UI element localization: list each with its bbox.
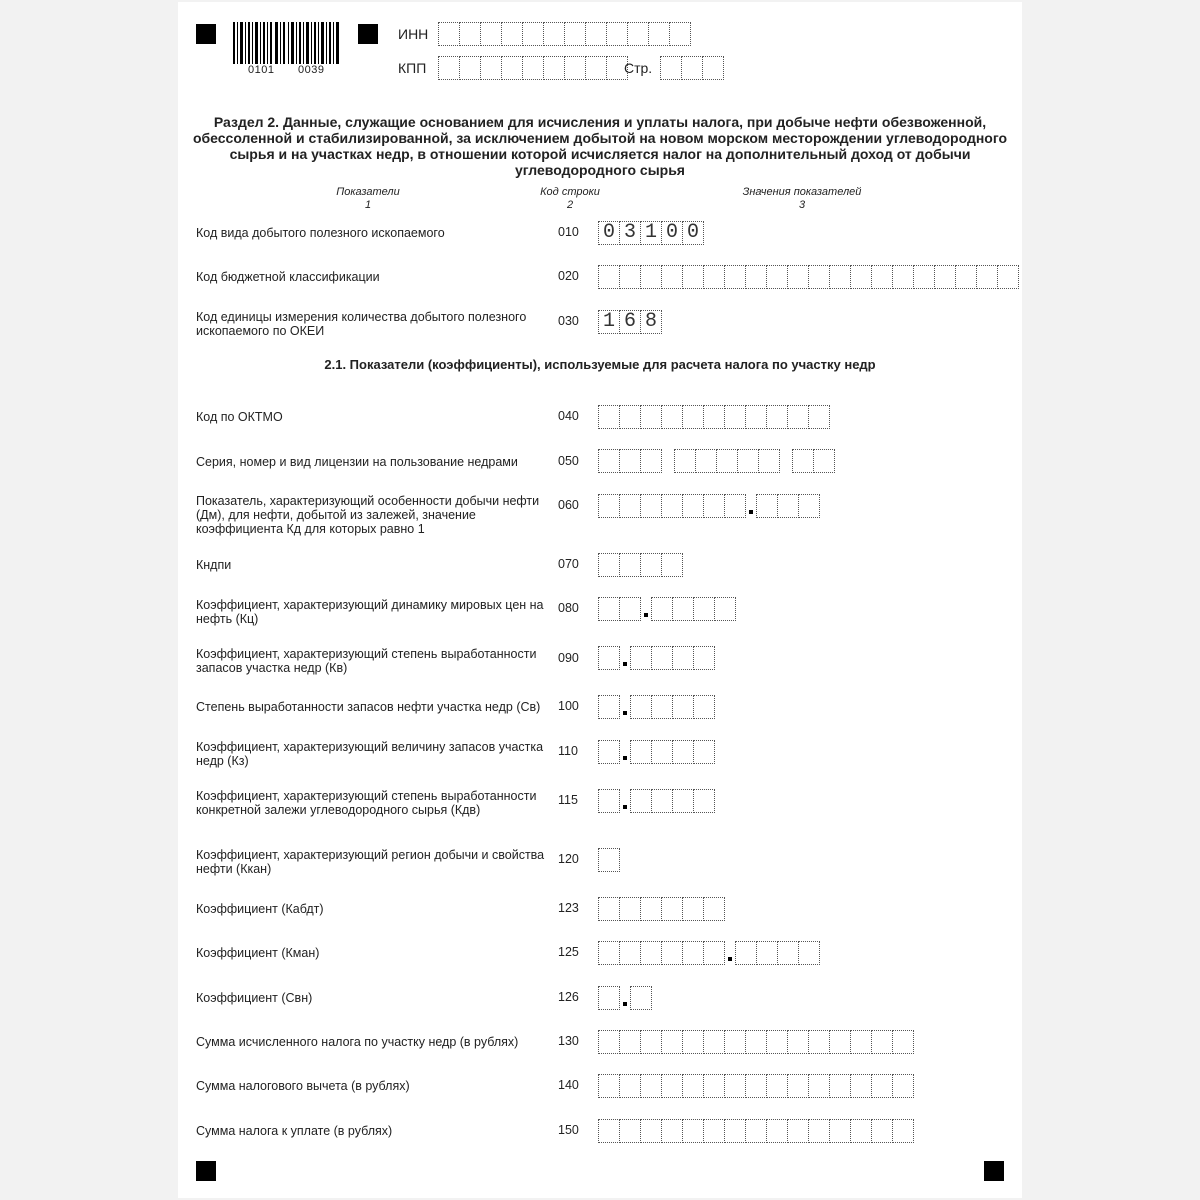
input-cell[interactable] bbox=[598, 597, 620, 621]
input-cell[interactable] bbox=[851, 1119, 872, 1143]
row-code-090: 090 bbox=[558, 651, 579, 665]
input-cell[interactable] bbox=[628, 22, 649, 46]
input-cell[interactable] bbox=[662, 405, 683, 429]
input-cell[interactable] bbox=[746, 1074, 767, 1098]
barcode-number-right: 0039 bbox=[298, 64, 325, 76]
okei-unit-code-field[interactable] bbox=[598, 310, 662, 334]
input-cell[interactable] bbox=[544, 56, 565, 80]
row-code-126: 126 bbox=[558, 990, 579, 1004]
input-cell[interactable] bbox=[767, 1074, 788, 1098]
input-cell[interactable] bbox=[725, 405, 746, 429]
row-label-040: Код по ОКТМО bbox=[196, 410, 283, 424]
input-cell[interactable] bbox=[586, 56, 607, 80]
kv-coefficient-field[interactable] bbox=[598, 646, 715, 670]
input-cell[interactable] bbox=[641, 941, 662, 965]
input-cell[interactable] bbox=[662, 265, 683, 289]
row-label-130: Сумма исчисленного налога по участку недр (в рублях) bbox=[196, 1035, 519, 1049]
input-cell[interactable] bbox=[757, 941, 778, 965]
input-cell[interactable] bbox=[725, 1119, 746, 1143]
subsection-title: 2.1. Показатели (коэффициенты), используемые для расчета налога по участку недр bbox=[324, 357, 876, 372]
input-cell[interactable] bbox=[460, 56, 481, 80]
row-label-120: Коэффициент, характеризующий регион добычи и свойства нефти (Ккан) bbox=[196, 848, 545, 876]
input-cell[interactable] bbox=[620, 941, 641, 965]
calculated-tax-field[interactable] bbox=[598, 1030, 914, 1054]
input-cell[interactable] bbox=[620, 449, 641, 473]
input-cell[interactable] bbox=[630, 986, 652, 1010]
kc-coefficient-field[interactable] bbox=[598, 597, 736, 621]
input-cell[interactable] bbox=[956, 265, 977, 289]
input-cell[interactable] bbox=[598, 449, 620, 473]
input-cell[interactable] bbox=[641, 449, 662, 473]
budget-classification-code-field[interactable] bbox=[598, 265, 1019, 289]
registration-marker-bottom-left bbox=[196, 1161, 216, 1181]
input-cell[interactable] bbox=[704, 941, 725, 965]
input-cell[interactable] bbox=[735, 941, 757, 965]
input-cell[interactable] bbox=[598, 1030, 620, 1054]
input-cell[interactable] bbox=[673, 789, 694, 813]
input-cell[interactable] bbox=[830, 265, 851, 289]
input-cell[interactable] bbox=[872, 1119, 893, 1143]
row-code-115: 115 bbox=[558, 793, 578, 807]
input-cell[interactable] bbox=[893, 1119, 914, 1143]
dm-indicator-field[interactable] bbox=[598, 494, 820, 518]
kpp-label: КПП bbox=[398, 60, 427, 76]
input-cell[interactable] bbox=[683, 1030, 704, 1054]
input-cell[interactable] bbox=[851, 265, 872, 289]
input-cell[interactable] bbox=[620, 405, 641, 429]
input-cell[interactable] bbox=[998, 265, 1019, 289]
input-cell[interactable] bbox=[598, 646, 620, 670]
decimal-point bbox=[641, 597, 651, 619]
input-cell[interactable] bbox=[893, 265, 914, 289]
input-cell[interactable] bbox=[759, 449, 780, 473]
barcode bbox=[233, 22, 341, 64]
input-cell[interactable] bbox=[809, 1030, 830, 1054]
input-cell[interactable] bbox=[683, 494, 704, 518]
row-code-100: 100 bbox=[558, 699, 579, 713]
input-cell[interactable] bbox=[935, 265, 956, 289]
input-cell[interactable] bbox=[683, 1119, 704, 1143]
decimal-point bbox=[620, 986, 630, 1008]
input-cell[interactable] bbox=[799, 494, 820, 518]
decimal-point bbox=[725, 941, 735, 963]
input-cell[interactable]: 0 bbox=[598, 221, 620, 245]
row-code-120: 120 bbox=[558, 852, 579, 866]
input-cell[interactable] bbox=[830, 1119, 851, 1143]
input-cell[interactable] bbox=[565, 22, 586, 46]
barcode-number-left: 0101 bbox=[248, 64, 275, 76]
input-cell[interactable] bbox=[809, 1119, 830, 1143]
input-cell[interactable] bbox=[438, 22, 460, 46]
input-cell[interactable] bbox=[788, 1074, 809, 1098]
input-cell[interactable] bbox=[704, 405, 725, 429]
input-cell[interactable] bbox=[704, 1030, 725, 1054]
row-code-110: 110 bbox=[558, 744, 578, 758]
input-cell[interactable] bbox=[738, 449, 759, 473]
tax-payable-field[interactable] bbox=[598, 1119, 914, 1143]
input-cell[interactable] bbox=[460, 22, 481, 46]
input-cell[interactable] bbox=[778, 941, 799, 965]
row-label-100: Степень выработанности запасов нефти участка недр (Св) bbox=[196, 700, 541, 714]
input-cell[interactable] bbox=[662, 1119, 683, 1143]
input-cell[interactable] bbox=[683, 897, 704, 921]
input-cell[interactable] bbox=[662, 553, 683, 577]
row-code-150: 150 bbox=[558, 1123, 579, 1137]
input-cell[interactable] bbox=[809, 265, 830, 289]
input-cell[interactable] bbox=[673, 646, 694, 670]
input-cell[interactable] bbox=[746, 405, 767, 429]
input-cell[interactable] bbox=[620, 1074, 641, 1098]
row-label-050: Серия, номер и вид лицензии на пользование недрами bbox=[196, 455, 518, 469]
input-cell[interactable] bbox=[620, 1119, 641, 1143]
registration-marker-top-left bbox=[196, 24, 216, 44]
row-label-030: Код единицы измерения количества добытого полезного ископаемого по ОКЕИ bbox=[196, 310, 527, 338]
kndpi-field[interactable] bbox=[598, 553, 683, 577]
input-cell[interactable] bbox=[598, 695, 620, 719]
input-cell[interactable] bbox=[598, 986, 620, 1010]
input-cell[interactable] bbox=[872, 1074, 893, 1098]
row-code-125: 125 bbox=[558, 945, 579, 959]
row-label-115: Коэффициент, характеризующий степень выработанности конкретной залежи углеводородного сырья (Кдв) bbox=[196, 789, 537, 817]
row-code-123: 123 bbox=[558, 901, 579, 915]
column-header-values: Значения показателей 3 bbox=[742, 186, 862, 211]
input-cell[interactable] bbox=[799, 941, 820, 965]
input-cell[interactable] bbox=[872, 1030, 893, 1054]
input-cell[interactable]: 3 bbox=[620, 221, 641, 245]
input-cell[interactable] bbox=[607, 22, 628, 46]
registration-marker-bottom-right bbox=[984, 1161, 1004, 1181]
row-label-070: Кндпи bbox=[196, 558, 232, 572]
decimal-point bbox=[620, 740, 630, 762]
input-cell[interactable] bbox=[662, 494, 683, 518]
input-cell[interactable] bbox=[598, 740, 620, 764]
input-cell[interactable] bbox=[788, 265, 809, 289]
row-label-126: Коэффициент (Свн) bbox=[196, 991, 313, 1005]
row-code-130: 130 bbox=[558, 1034, 579, 1048]
input-cell[interactable] bbox=[502, 56, 523, 80]
input-cell[interactable] bbox=[673, 597, 694, 621]
input-cell[interactable]: 0 bbox=[683, 221, 704, 245]
input-cell[interactable] bbox=[662, 1074, 683, 1098]
input-cell[interactable] bbox=[652, 695, 673, 719]
input-cell[interactable] bbox=[662, 897, 683, 921]
input-cell[interactable] bbox=[620, 1030, 641, 1054]
input-cell[interactable] bbox=[725, 494, 746, 518]
input-cell[interactable] bbox=[893, 1074, 914, 1098]
input-cell[interactable] bbox=[767, 405, 788, 429]
input-cell[interactable] bbox=[641, 1074, 662, 1098]
input-cell[interactable] bbox=[694, 695, 715, 719]
row-code-060: 060 bbox=[558, 498, 579, 512]
input-cell[interactable] bbox=[641, 553, 662, 577]
decimal-point bbox=[746, 494, 756, 516]
input-cell[interactable] bbox=[725, 265, 746, 289]
input-cell[interactable] bbox=[652, 740, 673, 764]
input-cell[interactable] bbox=[620, 897, 641, 921]
input-cell[interactable] bbox=[767, 265, 788, 289]
input-cell[interactable] bbox=[598, 897, 620, 921]
input-cell[interactable] bbox=[683, 405, 704, 429]
row-label-140: Сумма налогового вычета (в рублях) bbox=[196, 1079, 410, 1093]
input-cell[interactable] bbox=[830, 1030, 851, 1054]
page-label: Стр. bbox=[624, 60, 653, 76]
row-code-070: 070 bbox=[558, 557, 579, 571]
row-code-020: 020 bbox=[558, 269, 579, 283]
input-cell[interactable]: 8 bbox=[641, 310, 662, 334]
input-cell[interactable] bbox=[670, 22, 691, 46]
input-cell[interactable] bbox=[977, 265, 998, 289]
row-label-010: Код вида добытого полезного ископаемого bbox=[196, 226, 445, 240]
input-cell[interactable] bbox=[620, 494, 641, 518]
input-cell[interactable] bbox=[598, 265, 620, 289]
row-label-080: Коэффициент, характеризующий динамику мировых цен на нефть (Кц) bbox=[196, 598, 544, 626]
input-cell[interactable] bbox=[683, 941, 704, 965]
section-title: Раздел 2. Данные, служащие основанием для исчисления и уплаты налога, при добыче нефти обезвоженной, обессоленной и стабилизированной, за исключением добытой на новом морском месторождении углеводородного сырья и на участках недр, в отношении которой исчисляется налог на дополнительный доход от добычи углеводородного сырья bbox=[192, 114, 1008, 178]
row-label-110: Коэффициент, характеризующий величину запасов участка недр (Кз) bbox=[196, 740, 544, 768]
input-cell[interactable] bbox=[704, 265, 725, 289]
input-cell[interactable] bbox=[641, 1030, 662, 1054]
mineral-type-code-field[interactable] bbox=[598, 221, 704, 245]
row-code-050: 050 bbox=[558, 454, 579, 468]
registration-marker-top-right bbox=[358, 24, 378, 44]
input-cell[interactable] bbox=[641, 494, 662, 518]
input-cell[interactable] bbox=[502, 22, 523, 46]
row-code-040: 040 bbox=[558, 409, 579, 423]
decimal-point bbox=[620, 646, 630, 668]
input-cell[interactable] bbox=[788, 405, 809, 429]
row-label-150: Сумма налога к уплате (в рублях) bbox=[196, 1124, 393, 1138]
input-cell[interactable]: 6 bbox=[620, 310, 641, 334]
input-cell[interactable] bbox=[704, 1074, 725, 1098]
column-header-line-code: Код строки 2 bbox=[540, 186, 600, 211]
input-cell[interactable] bbox=[481, 22, 502, 46]
input-cell[interactable] bbox=[544, 22, 565, 46]
input-cell[interactable]: 1 bbox=[598, 310, 620, 334]
input-cell[interactable] bbox=[641, 405, 662, 429]
input-cell[interactable]: 0 bbox=[662, 221, 683, 245]
input-cell[interactable] bbox=[565, 56, 586, 80]
input-cell[interactable] bbox=[673, 695, 694, 719]
input-cell[interactable] bbox=[767, 1119, 788, 1143]
input-cell[interactable] bbox=[598, 941, 620, 965]
input-cell[interactable] bbox=[651, 597, 673, 621]
input-cell[interactable] bbox=[696, 449, 717, 473]
input-cell[interactable] bbox=[652, 646, 673, 670]
input-cell[interactable] bbox=[620, 597, 641, 621]
input-cell[interactable] bbox=[715, 597, 736, 621]
kz-coefficient-field[interactable] bbox=[598, 740, 715, 764]
decimal-point bbox=[620, 695, 630, 717]
tax-deduction-field[interactable] bbox=[598, 1074, 914, 1098]
input-cell[interactable] bbox=[683, 1074, 704, 1098]
row-code-030: 030 bbox=[558, 314, 579, 328]
svn-coefficient-field[interactable] bbox=[598, 986, 652, 1010]
row-label-125: Коэффициент (Кман) bbox=[196, 946, 320, 960]
inn-label: ИНН bbox=[398, 26, 429, 42]
row-label-020: Код бюджетной классификации bbox=[196, 270, 380, 284]
input-cell[interactable] bbox=[598, 789, 620, 813]
input-cell[interactable] bbox=[662, 941, 683, 965]
input-cell[interactable] bbox=[674, 449, 696, 473]
input-cell[interactable] bbox=[586, 22, 607, 46]
row-code-140: 140 bbox=[558, 1078, 579, 1092]
input-cell[interactable] bbox=[746, 265, 767, 289]
input-cell[interactable] bbox=[598, 494, 620, 518]
input-cell[interactable] bbox=[767, 1030, 788, 1054]
input-cell[interactable] bbox=[914, 265, 935, 289]
input-cell[interactable] bbox=[620, 265, 641, 289]
input-cell[interactable] bbox=[704, 1119, 725, 1143]
input-cell[interactable] bbox=[746, 1119, 767, 1143]
row-label-123: Коэффициент (Кабдт) bbox=[196, 902, 324, 916]
input-cell[interactable] bbox=[523, 22, 544, 46]
input-cell[interactable] bbox=[673, 740, 694, 764]
input-cell[interactable] bbox=[630, 695, 652, 719]
decimal-point bbox=[620, 789, 630, 811]
input-cell[interactable] bbox=[620, 553, 641, 577]
input-cell[interactable] bbox=[598, 553, 620, 577]
input-cell[interactable] bbox=[830, 1074, 851, 1098]
input-cell[interactable] bbox=[694, 597, 715, 621]
input-cell[interactable] bbox=[788, 1030, 809, 1054]
row-code-010: 010 bbox=[558, 225, 579, 239]
input-cell[interactable] bbox=[598, 405, 620, 429]
input-cell[interactable] bbox=[649, 22, 670, 46]
kdv-coefficient-field[interactable] bbox=[598, 789, 715, 813]
inn-field[interactable] bbox=[438, 22, 691, 46]
kkan-coefficient-field[interactable] bbox=[598, 848, 620, 872]
input-cell[interactable]: 1 bbox=[641, 221, 662, 245]
sv-depletion-field[interactable] bbox=[598, 695, 715, 719]
row-code-080: 080 bbox=[558, 601, 579, 615]
input-cell[interactable] bbox=[660, 56, 682, 80]
input-cell[interactable] bbox=[809, 1074, 830, 1098]
input-cell[interactable] bbox=[703, 56, 724, 80]
input-cell[interactable] bbox=[652, 789, 673, 813]
column-header-indicators: Показатели 1 bbox=[336, 186, 400, 211]
input-cell[interactable] bbox=[778, 494, 799, 518]
input-cell[interactable] bbox=[641, 897, 662, 921]
input-cell[interactable] bbox=[630, 740, 652, 764]
input-cell[interactable] bbox=[792, 449, 814, 473]
page-number-field[interactable] bbox=[660, 56, 724, 80]
kman-coefficient-field[interactable] bbox=[598, 941, 820, 965]
input-cell[interactable] bbox=[438, 56, 460, 80]
input-cell[interactable] bbox=[630, 646, 652, 670]
input-cell[interactable] bbox=[598, 848, 620, 872]
kpp-field[interactable] bbox=[438, 56, 628, 80]
input-cell[interactable] bbox=[641, 1119, 662, 1143]
input-cell[interactable] bbox=[641, 265, 662, 289]
input-cell[interactable] bbox=[725, 1030, 746, 1054]
input-cell[interactable] bbox=[598, 1074, 620, 1098]
row-label-060: Показатель, характеризующий особенности добычи нефти (Дм), для нефти, добытой из залежей, значение коэффициента Кд для которых равно 1 bbox=[196, 494, 540, 536]
input-cell[interactable] bbox=[598, 1119, 620, 1143]
input-cell[interactable] bbox=[704, 897, 725, 921]
input-cell[interactable] bbox=[694, 789, 715, 813]
input-cell[interactable] bbox=[893, 1030, 914, 1054]
input-cell[interactable] bbox=[694, 646, 715, 670]
input-cell[interactable] bbox=[694, 740, 715, 764]
row-label-090: Коэффициент, характеризующий степень выработанности запасов участка недр (Кв) bbox=[196, 647, 537, 675]
input-cell[interactable] bbox=[851, 1074, 872, 1098]
input-cell[interactable] bbox=[481, 56, 502, 80]
input-cell[interactable] bbox=[717, 449, 738, 473]
input-cell[interactable] bbox=[814, 449, 835, 473]
kabdt-coefficient-field[interactable] bbox=[598, 897, 725, 921]
input-cell[interactable] bbox=[683, 265, 704, 289]
input-cell[interactable] bbox=[523, 56, 544, 80]
input-cell[interactable] bbox=[630, 789, 652, 813]
input-cell[interactable] bbox=[788, 1119, 809, 1143]
input-cell[interactable] bbox=[704, 494, 725, 518]
input-cell[interactable] bbox=[809, 405, 830, 429]
input-cell[interactable] bbox=[872, 265, 893, 289]
input-cell[interactable] bbox=[682, 56, 703, 80]
input-cell[interactable] bbox=[662, 1030, 683, 1054]
input-cell[interactable] bbox=[725, 1074, 746, 1098]
oktmo-code-field[interactable] bbox=[598, 405, 830, 429]
input-cell[interactable] bbox=[746, 1030, 767, 1054]
input-cell[interactable] bbox=[756, 494, 778, 518]
license-field[interactable] bbox=[598, 449, 835, 473]
input-cell[interactable] bbox=[851, 1030, 872, 1054]
